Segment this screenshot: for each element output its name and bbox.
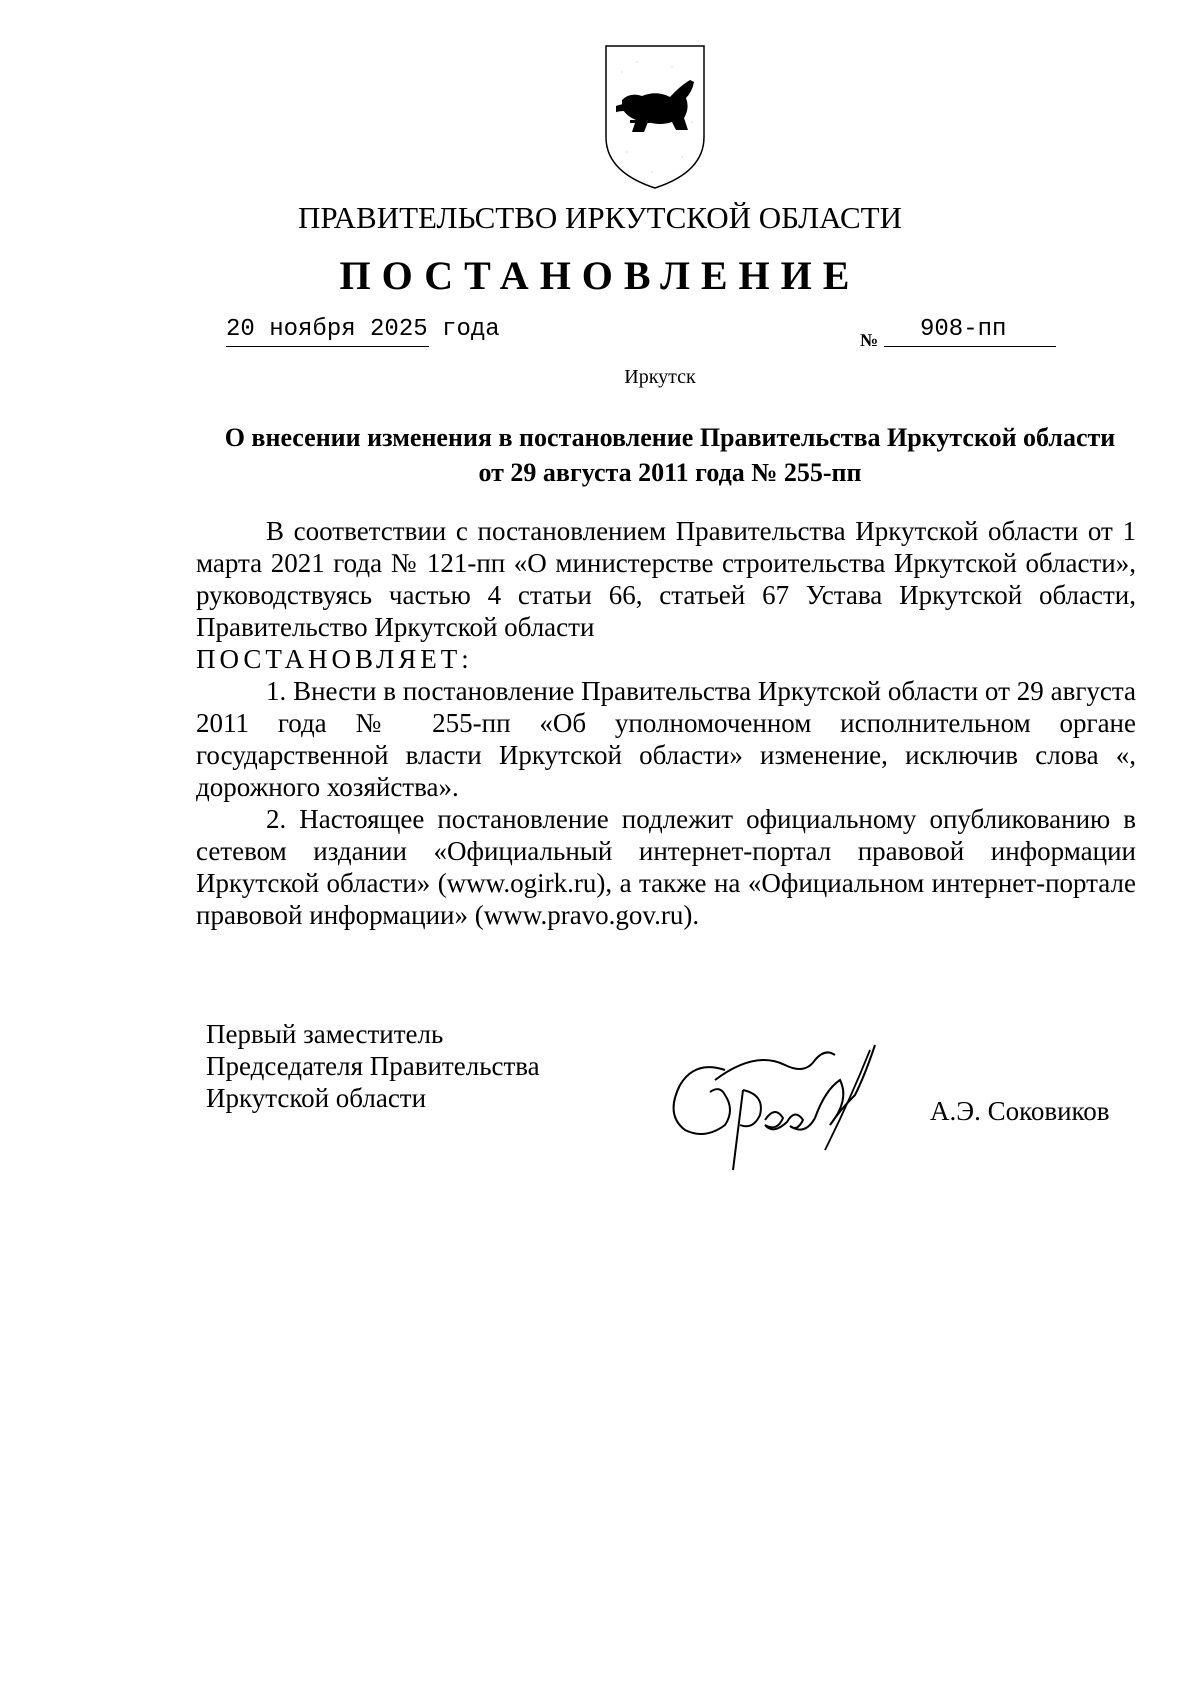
number-underline: [884, 346, 1056, 347]
signer-position: [206, 1018, 540, 1114]
document-date: 20 ноября 2025 года: [226, 316, 500, 343]
signer-position-line: Первый заместитель: [206, 1019, 444, 1049]
document-number: 908-пп: [920, 316, 1007, 343]
document-city: Иркутск: [624, 366, 696, 388]
document-type: ПОСТАНОВЛЕНИЕ: [339, 253, 861, 298]
signer-name: А.Э. Соковиков: [930, 1096, 1110, 1126]
resolves-label: ПОСТАНОВЛЯЕТ:: [196, 644, 473, 674]
preamble-paragraph: В соответствии с постановлением Правительства Иркутской области от 1 марта 2021 года № 121-пп «О министерстве строительства Иркутской области», руководствуясь частью 4 статьи 66, статьей 67 Устава Иркутской области, Правительство Иркутской области: [196, 516, 1136, 642]
date-underline: [226, 346, 429, 347]
signer-position-line: Председателя Правительства: [206, 1051, 540, 1081]
document-subject: О внесении изменения в постановление Правительства Иркутской области от 29 августа 2011 года № 255-пп: [224, 423, 1116, 487]
government-title: ПРАВИТЕЛЬСТВО ИРКУТСКОЙ ОБЛАСТИ: [297, 200, 902, 235]
signer-position-line: Иркутской области: [206, 1083, 427, 1113]
item-2-paragraph: 2. Настоящее постановление подлежит официальному опубликованию в сетевом издании «Официальный интернет-портал правовой информации Иркутской области» (www.ogirk.ru), а также на «Официальном интернет-портале правовой информации» (www.pravo.gov.ru).: [196, 804, 1136, 930]
item-1-paragraph: 1. Внести в постановление Правительства Иркутской области от 29 августа 2011 года № 255-пп «Об уполномоченном исполнительном органе государственной власти Иркутской области» изменение, исключив слова «, дорожного хозяйства».: [196, 676, 1136, 802]
document-body: [196, 515, 1136, 931]
number-sign: №: [860, 330, 879, 350]
handwritten-signature: [665, 1040, 895, 1180]
coat-of-arms-icon: [602, 42, 708, 192]
